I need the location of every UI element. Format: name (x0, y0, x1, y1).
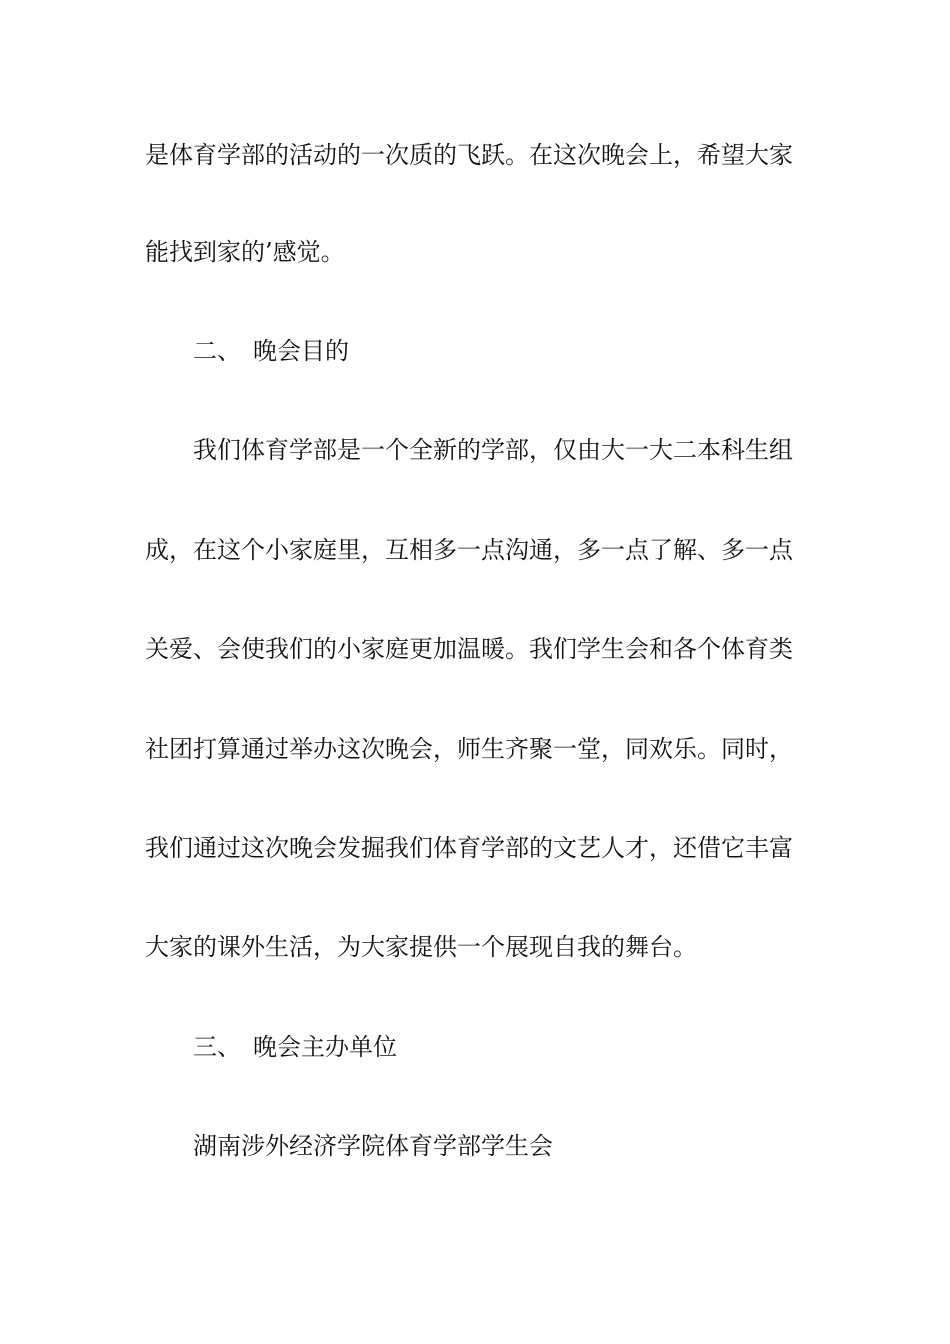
section-number: 三、 (193, 1033, 241, 1061)
paragraph-line: 能找到家的’感觉。 (145, 238, 345, 266)
paragraph-line: 我们通过这次晚会发掘我们体育学部的文艺人才，还借它丰富 (145, 834, 793, 862)
paragraph-line: 我们体育学部是一个全新的学部，仅由大一大二本科生组 (193, 436, 793, 464)
paragraph-line: 成，在这个小家庭里，互相多一点沟通，多一点了解、多一点 (145, 536, 793, 564)
section-title: 晚会目的 (253, 337, 349, 365)
paragraph-line: 大家的课外生活，为大家提供一个展现自我的舞台。 (145, 933, 697, 961)
paragraph-line: 是体育学部的活动的一次质的飞跃。在这次晚会上，希望大家 (145, 141, 793, 169)
paragraph-line: 湖南涉外经济学院体育学部学生会 (193, 1132, 553, 1160)
section-number: 二、 (193, 337, 241, 365)
section-heading (193, 336, 873, 366)
paragraph-line: 社团打算通过举办这次晚会，师生齐聚一堂，同欢乐。同时， (145, 735, 793, 763)
section-title: 晚会主办单位 (253, 1033, 397, 1061)
section-heading (193, 1032, 873, 1062)
paragraph-line: 关爱、会使我们的小家庭更加温暖。我们学生会和各个体育类 (145, 635, 793, 663)
